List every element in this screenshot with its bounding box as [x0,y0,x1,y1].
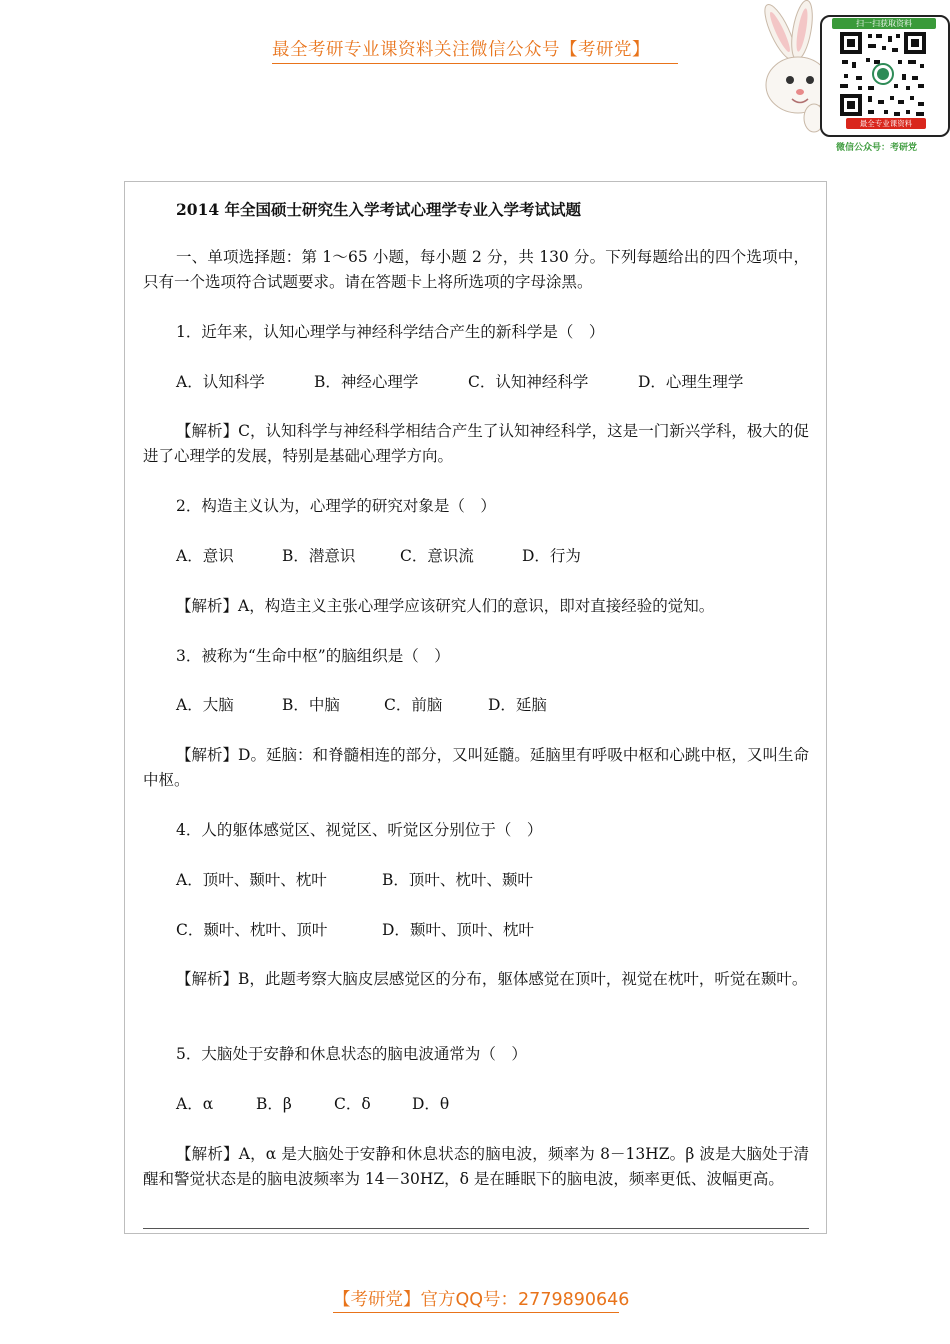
question-5-stem: 5．大脑处于安静和休息状态的脑电波通常为（ ） [176,1045,527,1063]
document-title: 2014 年全国硕士研究生入学考试心理学专业入学考试试题 [176,200,582,219]
question-1-option-a: A．认知科学 [176,373,265,391]
qr-bottom-label: 最全专业课资料 [846,118,926,129]
question-1-option-d: D．心理生理学 [638,373,744,391]
question-4-option-d: D．颞叶、顶叶、枕叶 [382,921,534,939]
qr-code-icon[interactable] [838,30,928,118]
question-2-option-b: B．潜意识 [282,547,356,565]
question-3-option-b: B．中脑 [282,696,340,714]
question-5-option-c: C．δ [334,1095,371,1113]
question-2-option-d: D．行为 [522,547,581,565]
question-5-option-d: D．θ [412,1095,450,1113]
question-2-stem: 2．构造主义认为，心理学的研究对象是（ ） [176,497,496,515]
question-5-option-a: A．α [176,1095,214,1113]
question-3-analysis: 【解析】D。延脑：和脊髓相连的部分，又叫延髓。延脑里有呼吸中枢和心跳中枢，又叫生命中枢。 [143,746,809,789]
question-4-option-b: B．顶叶、枕叶、颞叶 [382,871,533,889]
wechat-account-label: 微信公众号：考研党 [836,143,918,153]
question-2-option-a: A．意识 [176,547,234,565]
question-1-option-b: B．神经心理学 [314,373,419,391]
qr-top-label: 扫一扫获取资料 [832,18,936,29]
question-1-analysis: 【解析】C，认知科学与神经科学相结合产生了认知神经科学，这是一门新兴学科，极大的促进了心理学的发展，特别是基础心理学方向。 [143,422,809,465]
question-1-option-c: C．认知神经科学 [468,373,589,391]
question-2-analysis: 【解析】A，构造主义主张心理学应该研究人们的意识，即对直接经验的觉知。 [176,597,715,615]
header-banner[interactable]: 最全考研专业课资料关注微信公众号【考研党】 [272,36,678,64]
question-4-option-c: C．颞叶、枕叶、顶叶 [176,921,328,939]
question-3-option-c: C．前脑 [384,696,443,714]
logo-area [740,0,950,160]
question-1-stem: 1．近年来，认知心理学与神经科学结合产生的新科学是（ ） [176,323,605,341]
question-3-option-a: A．大脑 [176,696,234,714]
page-divider [143,1228,809,1229]
question-4-analysis: 【解析】B，此题考察大脑皮层感觉区的分布，躯体感觉在顶叶，视觉在枕叶，听觉在颞叶。 [176,970,808,988]
question-5-analysis: 【解析】A，α 是大脑处于安静和休息状态的脑电波，频率为 8－13HZ。β 波是大脑处于清醒和警觉状态是的脑电波频率为 14－30HZ，δ 是在睡眠下的脑电波，频率更低、波幅更高。 [143,1145,809,1188]
question-4-stem: 4．人的躯体感觉区、视觉区、听觉区分别位于（ ） [176,821,543,839]
footer-contact[interactable]: 【考研党】官方QQ号：2779890646 [333,1286,619,1313]
question-2-option-c: C．意识流 [400,547,474,565]
section-intro: 一、单项选择题：第 1～65 小题，每小题 2 分，共 130 分。下列每题给出的四个选项中，只有一个选项符合试题要求。请在答题卡上将所选项的字母涂黑。 [143,248,809,291]
question-5-option-b: B．β [256,1095,292,1113]
question-3-stem: 3．被称为“生命中枢”的脑组织是（ ） [176,647,450,665]
question-4-option-a: A．顶叶、颞叶、枕叶 [176,871,327,889]
question-3-option-d: D．延脑 [488,696,547,714]
